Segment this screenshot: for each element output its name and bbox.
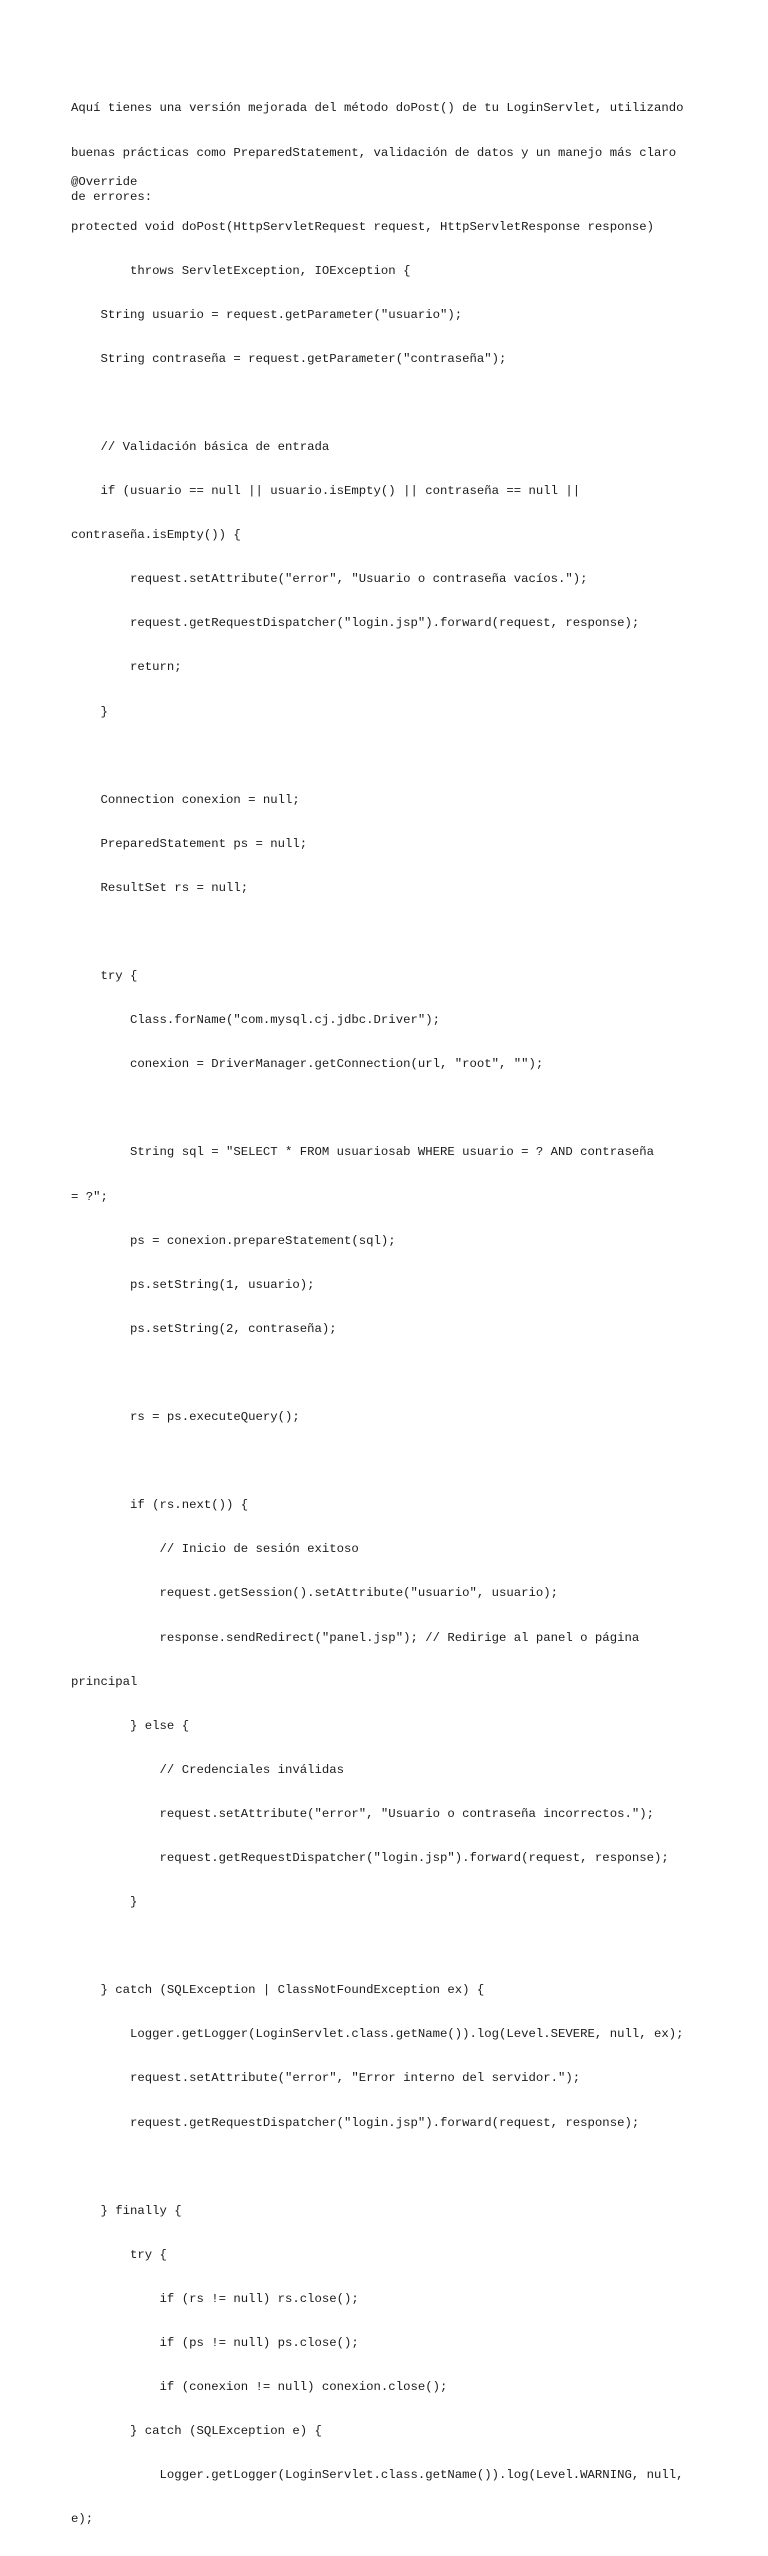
code-listing bbox=[71, 146, 761, 2556]
code-line: } catch (SQLException | ClassNotFoundException ex) { bbox=[71, 1983, 485, 1998]
code-line: Connection conexion = null; bbox=[71, 792, 300, 807]
code-line: try { bbox=[71, 2247, 167, 2262]
code-line: request.setAttribute("error", "Usuario o contraseña vacíos."); bbox=[71, 572, 588, 587]
code-line bbox=[71, 749, 761, 764]
intro-line: de errores: bbox=[71, 189, 153, 204]
code-line: request.getRequestDispatcher("login.jsp").forward(request, response); bbox=[71, 1850, 669, 1865]
code-line: // Credenciales inválidas bbox=[71, 1762, 345, 1777]
code-line: request.setAttribute("error", "Error interno del servidor."); bbox=[71, 2071, 581, 2086]
code-line bbox=[71, 1101, 761, 1116]
code-line: if (ps != null) ps.close(); bbox=[71, 2336, 359, 2350]
code-line: protected void doPost(HttpServletRequest request, HttpServletResponse response) bbox=[71, 219, 654, 234]
code-line: } finally { bbox=[71, 2203, 182, 2218]
code-line: if (conexion != null) conexion.close(); bbox=[71, 2380, 448, 2395]
code-line: conexion = DriverManager.getConnection(url, "root", ""); bbox=[71, 1057, 544, 1072]
code-line bbox=[71, 2160, 761, 2175]
code-line: try { bbox=[71, 969, 138, 984]
code-line bbox=[71, 1939, 761, 1954]
code-line: ps.setString(2, contraseña); bbox=[71, 1321, 337, 1336]
code-line bbox=[71, 1454, 761, 1469]
code-line: throws ServletException, IOException { bbox=[71, 263, 411, 278]
code-line: if (rs.next()) { bbox=[71, 1498, 249, 1513]
code-line: ResultSet rs = null; bbox=[71, 880, 249, 895]
code-line bbox=[71, 396, 761, 411]
code-line: String sql = "SELECT * FROM usuariosab WHERE usuario = ? AND contraseña bbox=[71, 1145, 654, 1160]
code-line: PreparedStatement ps = null; bbox=[71, 836, 308, 851]
code-line: contraseña.isEmpty()) { bbox=[71, 528, 241, 543]
code-line: String usuario = request.getParameter("usuario"); bbox=[71, 307, 463, 322]
code-line: request.getRequestDispatcher("login.jsp").forward(request, response); bbox=[71, 616, 640, 631]
code-line: } bbox=[71, 1895, 138, 1910]
code-line: request.getRequestDispatcher("login.jsp").forward(request, response); bbox=[71, 2115, 640, 2130]
code-line bbox=[71, 925, 761, 940]
code-line: rs = ps.executeQuery(); bbox=[71, 1410, 300, 1425]
code-line: e); bbox=[71, 2512, 94, 2527]
intro-line: buenas prácticas como PreparedStatement, validación de datos y un manejo más claro bbox=[71, 145, 677, 160]
code-line: Logger.getLogger(LoginServlet.class.getName()).log(Level.SEVERE, null, ex); bbox=[71, 2027, 684, 2042]
code-line: Logger.getLogger(LoginServlet.class.getName()).log(Level.WARNING, null, bbox=[71, 2468, 684, 2483]
code-line: // Inicio de sesión exitoso bbox=[71, 1542, 359, 1557]
code-line: response.sendRedirect("panel.jsp"); // Redirige al panel o página bbox=[71, 1630, 640, 1645]
code-line: @Override bbox=[71, 175, 138, 190]
code-line: principal bbox=[71, 1674, 138, 1689]
code-line: request.getSession().setAttribute("usuario", usuario); bbox=[71, 1586, 559, 1601]
code-line: request.setAttribute("error", "Usuario o contraseña incorrectos."); bbox=[71, 1806, 654, 1821]
code-line: if (usuario == null || usuario.isEmpty() || contraseña == null || bbox=[71, 484, 581, 499]
intro-line: Aquí tienes una versión mejorada del método doPost() de tu LoginServlet, utilizando bbox=[71, 101, 684, 116]
code-line bbox=[71, 1366, 761, 1381]
code-line: ps.setString(1, usuario); bbox=[71, 1277, 315, 1292]
code-line: return; bbox=[71, 660, 182, 675]
code-line: String contraseña = request.getParameter("contraseña"); bbox=[71, 351, 507, 366]
code-line: } bbox=[71, 704, 108, 719]
code-line: } else { bbox=[71, 1718, 190, 1733]
code-line: ps = conexion.prepareStatement(sql); bbox=[71, 1233, 396, 1248]
code-line: = ?"; bbox=[71, 1189, 108, 1204]
code-line: Class.forName("com.mysql.cj.jdbc.Driver"); bbox=[71, 1013, 440, 1028]
code-line: if (rs != null) rs.close(); bbox=[71, 2291, 359, 2306]
code-line: } catch (SQLException e) { bbox=[71, 2424, 322, 2439]
code-line: // Validación básica de entrada bbox=[71, 439, 330, 454]
